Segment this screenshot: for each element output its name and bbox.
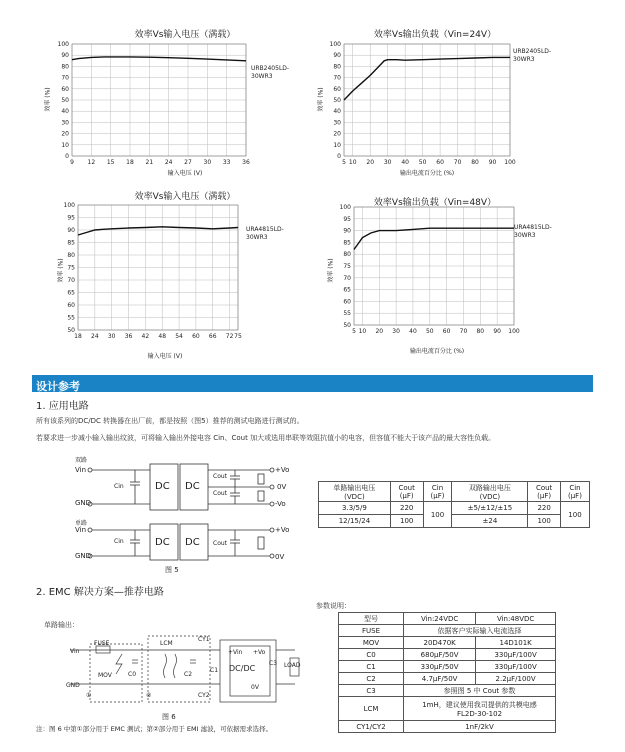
y-tick-label: 85 <box>67 239 75 247</box>
y-tick-label: 50 <box>67 327 75 334</box>
fig6-c1: C1 <box>210 667 219 674</box>
row-value: 2.2μF/100V <box>476 673 556 685</box>
y-tick-label: 0 <box>337 153 341 160</box>
row-label: C3 <box>339 685 404 697</box>
x-tick-label: 24 <box>164 159 173 166</box>
x-tick-label: 72 <box>225 333 234 340</box>
fig6-c2: C2 <box>184 671 193 678</box>
y-tick-label: 80 <box>343 251 351 259</box>
x-tick-label: 12 <box>87 159 96 166</box>
chart4-ylabel: 效率 (%) <box>327 258 335 283</box>
x-tick-label: 21 <box>145 159 154 166</box>
y-tick-label: 20 <box>61 130 69 138</box>
row-value: 330μF/100V <box>476 661 556 673</box>
y-tick-label: 90 <box>343 227 351 235</box>
row-label: LCM <box>339 697 404 721</box>
app-para2: 若要求进一步减小输入输出纹波，可将输入输出外接电容 Cin、Cout 加大或选用串联等效阻抗值小的电容，但容值不能大于该产品的最大容性负载。 <box>36 434 496 442</box>
app-para1: 所有该系列的DC/DC 转换器在出厂前，都是按照（图5）推荐的测试电路进行测试的。 <box>36 417 304 425</box>
x-tick-label: 90 <box>488 159 497 166</box>
y-tick-label: 100 <box>57 41 69 48</box>
series-line <box>72 57 246 61</box>
row-value: 330μF/50V <box>404 661 476 673</box>
y-tick-label: 60 <box>67 302 75 309</box>
fig6-load: LOAD <box>284 662 301 669</box>
fig5-ov-2: 0V <box>275 553 285 561</box>
fig6-mark-1: ① <box>86 692 92 699</box>
emc-single-output: 单路输出： <box>44 621 79 629</box>
x-tick-label: 100 <box>508 328 520 335</box>
chart3-title: 效率Vs输入电压（满载） <box>134 192 236 202</box>
row-label: C0 <box>339 649 404 661</box>
x-tick-label: 36 <box>242 159 250 166</box>
y-tick-label: 80 <box>61 63 69 71</box>
y-tick-label: 70 <box>67 277 75 284</box>
fig5-dc-1b: DC <box>185 481 200 492</box>
fig5-dc-2a: DC <box>155 537 170 548</box>
fig5-ov-1: 0V <box>277 483 287 491</box>
y-tick-label: 70 <box>333 74 341 82</box>
fig6-dcdc: DC/DC <box>229 664 256 673</box>
th-cout-1: Cout (μF) <box>390 482 423 502</box>
row-label: C2 <box>339 673 404 685</box>
x-tick-label: 60 <box>192 333 200 340</box>
y-tick-label: 100 <box>329 41 341 48</box>
x-tick-label: 30 <box>383 159 392 166</box>
x-tick-label: 36 <box>124 333 133 340</box>
table-cell-cin: 100 <box>423 502 452 528</box>
fig6-mov: MOV <box>98 672 112 679</box>
x-tick-label: 54 <box>175 333 183 340</box>
x-tick-label: 48 <box>158 333 167 340</box>
fig5-vin-2: Vin <box>75 526 87 534</box>
x-tick-label: 27 <box>184 159 192 166</box>
table-cell: ±24 <box>452 515 528 528</box>
th-cin-1: Cin (μF) <box>423 482 452 502</box>
x-tick-label: 18 <box>74 333 82 340</box>
y-tick-label: 65 <box>343 286 351 294</box>
row-value: 1nF/2kV <box>404 721 556 733</box>
row-value: 680μF/50V <box>404 649 476 661</box>
chart4-title: 效率Vs输出负载（Vin=48V） <box>373 198 497 208</box>
table-cell: 100 <box>390 515 423 528</box>
fig5-cin-2: Cin <box>114 538 124 545</box>
table-cell: 220 <box>528 502 561 515</box>
chart1-xlabel: 输入电压 (V) <box>167 170 203 177</box>
th-vin24: Vin:24VDC <box>404 613 476 625</box>
figure6-circuit <box>50 632 310 720</box>
row-value: 20D470K <box>404 637 476 649</box>
y-tick-label: 10 <box>61 141 69 149</box>
table-cell: 100 <box>528 515 561 528</box>
fig6-c3: C3 <box>269 660 278 667</box>
x-tick-label: 30 <box>203 159 212 166</box>
x-tick-label: 80 <box>471 159 479 166</box>
row-value: 330μF/100V <box>476 649 556 661</box>
fig5-pvo-2: +Vo <box>275 526 290 534</box>
x-tick-label: 75 <box>234 333 242 340</box>
fig6-fuse: FUSE <box>94 640 110 647</box>
row-value: 4.7μF/50V <box>404 673 476 685</box>
x-tick-label: 40 <box>409 328 417 335</box>
cout-cin-table <box>318 481 590 528</box>
fig5-vin: Vin <box>75 466 87 474</box>
x-tick-label: 5 <box>352 328 356 335</box>
chart4-xlabel: 输出电流百分比 (%) <box>409 348 465 355</box>
figure5-circuit <box>70 452 310 577</box>
fig6-ov: 0V <box>251 684 259 691</box>
fig5-dc-2b: DC <box>185 537 200 548</box>
fig6-caption: 图 6 <box>162 713 176 721</box>
chart3-model: URA4815LD- 30WR3 <box>246 226 284 241</box>
table-cell: 3.3/5/9 <box>319 502 391 515</box>
table-cell: ±5/±12/±15 <box>452 502 528 515</box>
fig5-dual-label: 双路 <box>75 457 88 464</box>
x-tick-label: 5 <box>342 159 346 166</box>
x-tick-label: 50 <box>418 159 427 166</box>
x-tick-label: 20 <box>375 328 384 335</box>
y-tick-label: 60 <box>333 85 341 93</box>
th-model: 型号 <box>339 613 404 625</box>
x-tick-label: 40 <box>401 159 409 166</box>
y-tick-label: 55 <box>343 310 351 318</box>
x-tick-label: 30 <box>107 333 116 340</box>
y-tick-label: 100 <box>63 202 75 209</box>
chart2-model: URB2405LD- 30WR3 <box>513 48 552 63</box>
th-vin48: Vin:48VDC <box>476 613 556 625</box>
fig6-c0: C0 <box>128 671 137 678</box>
fig5-cout-1: Cout <box>213 473 228 480</box>
y-tick-label: 0 <box>65 153 69 160</box>
section-title: 设计参考 <box>36 380 80 393</box>
fig5-cout-2: Cout <box>213 490 228 497</box>
x-tick-label: 15 <box>106 159 115 166</box>
row-value: 参照图 5 中 Cout 参数 <box>404 685 556 697</box>
row-value: 依据客户实际输入电流选择 <box>404 625 556 637</box>
row-label: MOV <box>339 637 404 649</box>
y-tick-label: 90 <box>67 227 75 234</box>
fig6-vin: Vin <box>70 648 80 655</box>
y-tick-label: 55 <box>67 314 75 322</box>
fig5-caption: 图 5 <box>165 566 179 574</box>
fig5-cin: Cin <box>114 483 124 490</box>
y-tick-label: 60 <box>61 85 69 93</box>
x-tick-label: 66 <box>208 333 217 340</box>
x-tick-label: 80 <box>476 328 485 335</box>
fig6-cy2: CY2 <box>198 692 210 699</box>
chart4-model: URA4815LD- 30WR3 <box>514 224 552 239</box>
fig5-cout-3: Cout <box>213 540 228 547</box>
fig6-lcm: LCM <box>160 640 173 647</box>
chart2-xlabel: 输出电流百分比 (%) <box>399 170 455 177</box>
x-tick-label: 9 <box>70 159 74 166</box>
x-tick-label: 70 <box>459 328 468 335</box>
chart2-ylabel: 效率 (%) <box>317 87 325 112</box>
x-tick-label: 60 <box>436 159 444 166</box>
fig5-pvo-1: +Vo <box>275 466 290 474</box>
emc-params-table <box>338 612 556 733</box>
x-tick-label: 50 <box>425 328 434 335</box>
y-tick-label: 50 <box>333 97 341 104</box>
x-tick-label: 18 <box>126 159 134 166</box>
series-line <box>78 227 238 235</box>
fig6-note: 注：图 6 中第①部分用于 EMC 测试；第②部分用于 EMI 滤波，可依据需求选择。 <box>36 725 273 733</box>
x-tick-label: 10 <box>348 159 357 166</box>
fig5-nvo: -Vo <box>275 500 286 508</box>
x-tick-label: 24 <box>91 333 99 340</box>
x-tick-label: 10 <box>358 328 367 335</box>
y-tick-label: 70 <box>343 274 351 282</box>
x-tick-label: 70 <box>453 159 462 166</box>
y-tick-label: 50 <box>61 97 69 104</box>
emc-params-label: 参数说明： <box>316 602 351 610</box>
x-tick-label: 30 <box>392 328 400 335</box>
y-tick-label: 10 <box>333 141 341 149</box>
fig5-single-label: 单路 <box>75 520 88 527</box>
y-tick-label: 65 <box>67 289 75 297</box>
y-tick-label: 60 <box>343 298 351 306</box>
y-tick-label: 30 <box>333 119 341 127</box>
table-cell: 220 <box>390 502 423 515</box>
fig6-pvin: +Vin <box>228 649 243 656</box>
th-cout-2: Cout (μF) <box>528 482 561 502</box>
x-tick-label: 33 <box>222 159 231 166</box>
y-tick-label: 100 <box>339 204 351 211</box>
y-tick-label: 50 <box>343 322 351 329</box>
x-tick-label: 90 <box>493 328 501 335</box>
th-cin-2: Cin (μF) <box>560 482 589 502</box>
chart1-title: 效率Vs输入电压（满载） <box>134 30 236 40</box>
y-tick-label: 75 <box>67 264 75 272</box>
x-tick-label: 42 <box>141 333 150 340</box>
fig5-dc-1a: DC <box>155 481 170 492</box>
y-tick-label: 85 <box>343 239 351 247</box>
y-tick-label: 95 <box>67 214 75 222</box>
chart3-ylabel: 效率 (%) <box>57 258 65 283</box>
y-tick-label: 40 <box>61 108 69 116</box>
y-tick-label: 20 <box>333 130 341 138</box>
app-heading: 1. 应用电路 <box>36 401 89 412</box>
y-tick-label: 90 <box>333 52 341 60</box>
y-tick-label: 80 <box>67 252 75 259</box>
fig5-gnd: GND <box>75 499 92 507</box>
row-label: CY1/CY2 <box>339 721 404 733</box>
y-tick-label: 30 <box>61 119 69 127</box>
fig6-pvo: +Vo <box>253 649 266 656</box>
fig6-gnd: GND <box>66 682 80 689</box>
section-bar <box>32 375 593 392</box>
row-label: FUSE <box>339 625 404 637</box>
y-tick-label: 90 <box>61 52 69 60</box>
y-tick-label: 40 <box>333 108 341 116</box>
x-tick-label: 60 <box>442 328 451 335</box>
row-value: 14D101K <box>476 637 556 649</box>
fig6-cy1: CY1 <box>198 636 210 643</box>
emc-heading: 2. EMC 解决方案—推荐电路 <box>36 587 164 598</box>
table-cell: 12/15/24 <box>319 515 391 528</box>
chart1-model: URB2405LD- 30WR3 <box>251 65 290 80</box>
th-dual-voltage: 双路输出电压 (VDC) <box>452 482 528 502</box>
chart3-xlabel: 输入电压 (V) <box>147 353 183 360</box>
row-value-lcm: 1mH，建议使用我司提供的共模电感 FL2D-30-102 <box>404 697 556 721</box>
y-tick-label: 75 <box>343 263 351 270</box>
x-tick-label: 100 <box>504 159 516 166</box>
chart2-title: 效率Vs输出负载（Vin=24V） <box>373 30 497 40</box>
chart1-ylabel: 效率 (%) <box>44 87 52 112</box>
y-tick-label: 80 <box>333 63 341 71</box>
th-single-voltage: 单路输出电压 (VDC) <box>319 482 391 502</box>
x-tick-label: 20 <box>366 159 375 166</box>
fig5-gnd-2: GND <box>75 552 92 560</box>
row-label: C1 <box>339 661 404 673</box>
series-line <box>344 57 510 100</box>
fig6-mark-2: ② <box>146 692 152 699</box>
y-tick-label: 70 <box>61 74 69 82</box>
series-line <box>354 228 514 249</box>
table-cell-cin: 100 <box>560 502 589 528</box>
y-tick-label: 95 <box>343 215 351 223</box>
